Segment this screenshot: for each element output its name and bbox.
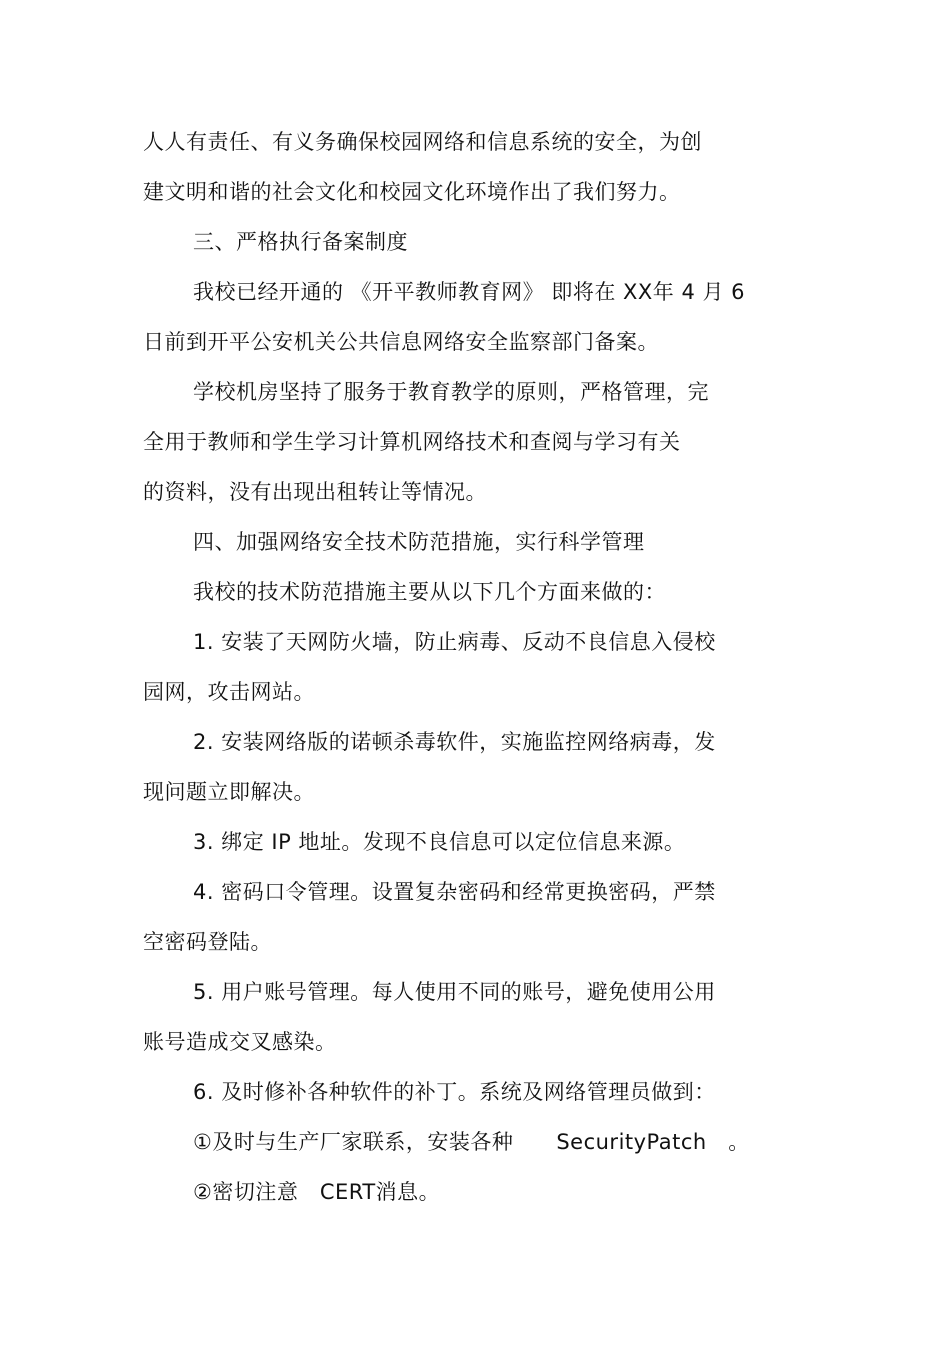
list-item-line: 空密码登陆。: [143, 930, 272, 954]
paragraph-line: 全用于教师和学生学习计算机网络技术和查阅与学习有关: [143, 430, 681, 454]
list-item-line: 4. 密码口令管理。设置复杂密码和经常更换密码，严禁: [193, 880, 716, 904]
section-heading: 四、加强网络安全技术防范措施，实行科学管理: [193, 530, 645, 554]
list-item-line: 1. 安装了天网防火墙，防止病毒、反动不良信息入侵校: [193, 630, 716, 654]
paragraph-line: 我校已经开通的 《开平教师教育网》 即将在 XX年 4 月 6: [193, 280, 746, 304]
paragraph-line: 人人有责任、有义务确保校园网络和信息系统的安全，为创: [143, 130, 702, 154]
list-item-line: 6. 及时修补各种软件的补丁。系统及网络管理员做到：: [193, 1080, 716, 1104]
list-item-line: 园网，攻击网站。: [143, 680, 315, 704]
paragraph-line: 我校的技术防范措施主要从以下几个方面来做的：: [193, 580, 666, 604]
paragraph-line: 建文明和谐的社会文化和校园文化环境作出了我们努力。: [143, 180, 681, 204]
paragraph-line: 学校机房坚持了服务于教育教学的原则，严格管理，完: [193, 380, 709, 404]
list-item-line: 2. 安装网络版的诺顿杀毒软件，实施监控网络病毒，发: [193, 730, 716, 754]
sub-item-line: ②密切注意 CERT消息。: [193, 1180, 441, 1204]
paragraph-line: 的资料，没有出现出租转让等情况。: [143, 480, 487, 504]
list-item-line: 账号造成交叉感染。: [143, 1030, 337, 1054]
list-item-line: 3. 绑定 IP 地址。发现不良信息可以定位信息来源。: [193, 830, 686, 854]
paragraph-line: 日前到开平公安机关公共信息网络安全监察部门备案。: [143, 330, 659, 354]
list-item-line: 现问题立即解决。: [143, 780, 315, 804]
list-item-line: 5. 用户账号管理。每人使用不同的账号，避免使用公用: [193, 980, 716, 1004]
sub-item-line: ①及时与生产厂家联系，安装各种 SecurityPatch 。: [193, 1130, 750, 1154]
section-heading: 三、严格执行备案制度: [193, 230, 408, 254]
